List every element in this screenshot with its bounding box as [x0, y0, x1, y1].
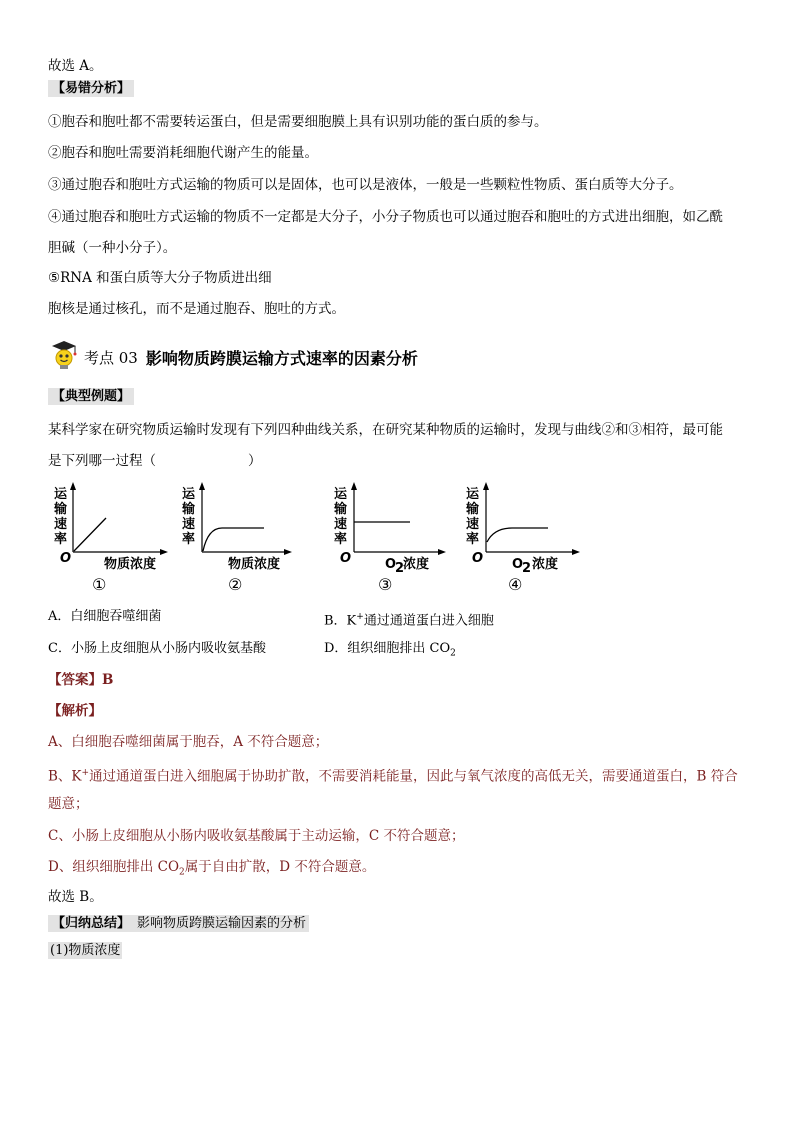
example-heading: [48, 386, 134, 406]
x-label-o: O: [385, 557, 397, 572]
analysis-d-pre: D、组织细胞排出 CO: [48, 859, 180, 875]
x-label-sub: 2: [522, 561, 532, 576]
summary-heading: [48, 913, 309, 933]
question-paren: ）: [248, 453, 262, 469]
y-label-4: 率: [466, 532, 480, 547]
paragraph-3: ③通过胞吞和胞吐方式运输的物质可以是固体，也可以是液体，一般是一些颗粒性物质、蛋白质等大分子。: [48, 177, 683, 193]
y-label-3: 速: [334, 517, 348, 532]
analysis-a: A、白细胞吞噬细菌属于胞吞，A 不符合题意；: [48, 734, 329, 750]
x-label-rest: 浓度: [403, 557, 430, 572]
summary-title: 影响物质跨膜运输因素的分析: [134, 915, 309, 932]
y-label-2: 输: [334, 502, 348, 517]
y-label-2: 输: [466, 502, 480, 517]
origin-label: O: [60, 551, 72, 566]
graph-4: [464, 482, 604, 601]
question-text: 是下列哪一过程（: [48, 453, 156, 469]
y-label-4: 率: [54, 532, 68, 547]
paragraph-5a: ⑤RNA 和蛋白质等大分子物质进出细: [48, 270, 272, 286]
graduate-bulb-icon: [48, 339, 80, 375]
graph-number: ①: [92, 575, 107, 594]
y-label-1: 运: [54, 487, 68, 502]
option-b-pre: B．K: [324, 613, 357, 629]
answer-conclusion: 故选 B。: [48, 889, 103, 905]
analysis-d-sub: 2: [179, 867, 185, 878]
conclusion-line: 故选 A。: [48, 58, 103, 74]
analysis-d-post: 属于自由扩散，D 不符合题意。: [184, 859, 376, 875]
y-label-2: 输: [182, 502, 196, 517]
x-label-sub: 2: [395, 561, 405, 576]
analysis-b-sup: +: [81, 768, 90, 778]
y-label-4: 率: [334, 532, 348, 547]
question-line-1: 某科学家在研究物质运输时发现有下列四种曲线关系，在研究某种物质的运输时，发现与曲线②和③相符，最可能: [48, 422, 723, 438]
y-label-3: 速: [466, 517, 480, 532]
y-label-3: 速: [54, 517, 68, 532]
option-a[interactable]: A．白细胞吞噬细菌: [48, 609, 162, 624]
graph-1: [44, 482, 184, 601]
graph-number: ③: [378, 575, 393, 594]
tag-label: 【易错分析】: [48, 80, 134, 97]
option-d-pre: D．组织细胞排出 CO: [324, 641, 451, 656]
option-c[interactable]: C．小肠上皮细胞从小肠内吸收氨基酸: [48, 641, 266, 656]
paragraph-4b: 胆碱（一种小分子）。: [48, 240, 177, 256]
paragraph-4a: ④通过胞吞和胞吐方式运输的物质不一定都是大分子，小分子物质也可以通过胞吞和胞吐的方式进出细胞，如乙酰: [48, 209, 723, 225]
analysis-b-2: 题意；: [48, 796, 89, 812]
y-label-4: 率: [182, 532, 196, 547]
analysis-b-pre: B、K: [48, 768, 82, 785]
option-b-sup: +: [356, 612, 364, 622]
answer-line: 【答案】B: [48, 672, 114, 688]
option-b[interactable]: [324, 607, 494, 631]
analysis-heading: 【解析】: [48, 703, 102, 719]
origin-label: O: [472, 551, 484, 566]
y-label-1: 运: [334, 487, 348, 502]
question-line-2: [48, 451, 262, 471]
y-label-1: 运: [466, 487, 480, 502]
x-label: 物质浓度: [104, 557, 157, 572]
tag-label: 【归纳总结】: [48, 915, 134, 932]
x-label: 物质浓度: [228, 557, 281, 572]
option-d-sub: 2: [450, 648, 456, 659]
option-d[interactable]: [324, 639, 456, 664]
y-label-2: 输: [54, 502, 68, 517]
section-title: [48, 340, 418, 374]
paragraph-5b: 胞核是通过核孔，而不是通过胞吞、胞吐的方式。: [48, 301, 345, 317]
paragraph-1: ①胞吞和胞吐都不需要转运蛋白，但是需要细胞膜上具有识别功能的蛋白质的参与。: [48, 114, 548, 130]
origin-label: O: [340, 551, 352, 566]
graph-2: [176, 482, 316, 601]
graph-3: [330, 482, 470, 601]
analysis-b-post: 通过通道蛋白进入细胞属于协助扩散，不需要消耗能量，因此与氧气浓度的高低无关，需要通道蛋白，B 符合: [89, 768, 738, 785]
y-label-3: 速: [182, 517, 196, 532]
section-heading: 影响物质跨膜运输方式速率的因素分析: [145, 348, 418, 368]
analysis-d: [48, 857, 375, 883]
error-analysis-heading: [48, 78, 134, 98]
y-label-1: 运: [182, 487, 196, 502]
kaodian-label: 考点 03: [84, 348, 138, 367]
x-label-o: O: [512, 557, 524, 572]
summary-item-1: [48, 940, 122, 960]
paragraph-2: ②胞吞和胞吐需要消耗细胞代谢产生的能量。: [48, 145, 318, 161]
option-b-post: 通过通道蛋白进入细胞: [363, 613, 494, 629]
analysis-c: C、小肠上皮细胞从小肠内吸收氨基酸属于主动运输，C 不符合题意；: [48, 828, 465, 844]
graph-number: ④: [508, 575, 523, 594]
tag-label: 【典型例题】: [48, 388, 134, 405]
graph-number: ②: [228, 575, 243, 594]
x-label-rest: 浓度: [532, 557, 559, 572]
summary-item-text: (1)物质浓度: [50, 943, 121, 958]
analysis-b-1: [48, 763, 738, 787]
